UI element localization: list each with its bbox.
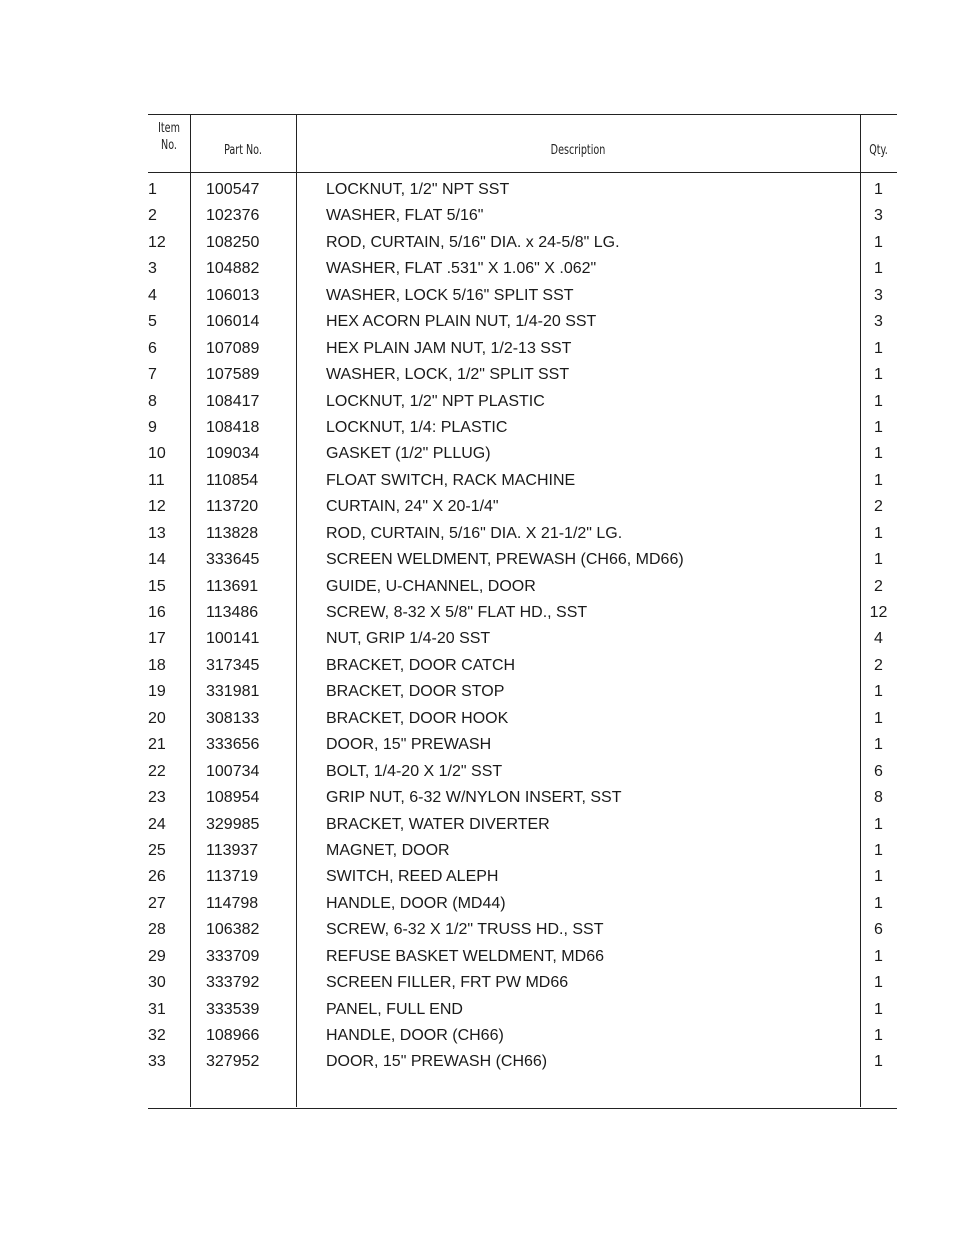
description: HEX PLAIN JAM NUT, 1/2-13 SST [326,339,572,357]
description: ROD, CURTAIN, 5/16" DIA. X 21-1/2" LG. [326,524,623,542]
quantity: 3 [874,313,883,331]
item-number: 19 [148,683,166,701]
description: MAGNET, DOOR [326,841,450,859]
item-number: 12 [148,233,166,251]
part-number: 333792 [206,974,260,992]
header-qty: Qty. [869,143,888,158]
quantity: 1 [874,1027,883,1044]
table-row [148,970,897,996]
part-number: 331981 [206,683,260,701]
item-number: 26 [148,868,166,886]
quantity: 3 [874,286,883,304]
quantity: 1 [874,868,883,886]
table-row [148,547,897,573]
table-row [148,785,897,811]
part-number: 317345 [206,656,260,674]
description: GRIP NUT, 6-32 W/NYLON INSERT, SST [326,789,622,807]
table-row [148,706,897,732]
table-row [148,441,897,467]
header-rule [148,172,897,173]
description: BRACKET, DOOR STOP [326,683,505,701]
quantity: 1 [874,947,883,965]
item-number: 6 [148,339,157,357]
part-number: 108966 [206,1027,260,1044]
quantity: 1 [874,815,883,833]
quantity: 1 [874,418,883,436]
parts-list-table [148,114,897,1109]
table-row [148,997,897,1023]
quantity: 1 [874,841,883,859]
part-number: 106382 [206,921,260,939]
quantity: 4 [874,630,883,648]
item-number: 24 [148,815,166,833]
table-row [148,600,897,626]
quantity: 6 [874,921,883,939]
table-row [148,917,897,943]
description: LOCKNUT, 1/4: PLASTIC [326,418,508,436]
part-number: 113720 [206,498,259,516]
description: NUT, GRIP 1/4-20 SST [326,630,491,648]
item-number: 15 [148,577,166,595]
item-number: 17 [148,630,166,648]
item-number: 12 [148,498,166,516]
quantity: 1 [874,551,883,569]
quantity: 1 [874,339,883,357]
quantity: 8 [874,789,883,807]
item-number: 33 [148,1053,166,1071]
part-number: 113937 [206,841,259,859]
table-row [148,732,897,758]
description: WASHER, LOCK 5/16" SPLIT SST [326,286,574,304]
quantity: 3 [874,207,883,225]
description: BOLT, 1/4-20 X 1/2" SST [326,762,503,780]
table-row [148,521,897,547]
quantity: 2 [874,577,883,595]
part-number: 110854 [206,471,259,489]
table-row [148,759,897,785]
description: SCREW, 6-32 X 1/2" TRUSS HD., SST [326,921,604,939]
table-row [148,309,897,335]
description: GASKET (1/2" PLLUG) [326,445,491,463]
header-description: Description [550,143,606,158]
table-body [148,177,897,1076]
description: BRACKET, DOOR CATCH [326,656,516,674]
item-number: 29 [148,947,166,965]
table-row [148,415,897,441]
table-row [148,494,897,520]
description: REFUSE BASKET WELDMENT, MD66 [326,947,604,965]
header-part-no: Part No. [224,143,262,158]
table-row [148,362,897,388]
part-number: 100547 [206,181,260,198]
part-number: 333656 [206,736,260,754]
table-row [148,256,897,282]
description: DOOR, 15" PREWASH (CH66) [326,1053,548,1071]
item-number: 21 [148,736,166,754]
part-number: 108418 [206,418,260,436]
quantity: 1 [874,181,883,198]
item-number: 11 [148,471,165,489]
part-number: 108417 [206,392,260,410]
part-number: 113828 [206,524,259,542]
description: GUIDE, U-CHANNEL, DOOR [326,577,536,595]
quantity: 1 [874,366,883,384]
table-row [148,177,897,203]
description: DOOR, 15" PREWASH [326,736,492,754]
item-number: 27 [148,894,166,912]
description: FLOAT SWITCH, RACK MACHINE [326,471,576,489]
table-row [148,1049,897,1075]
table-row [148,626,897,652]
item-number: 4 [148,286,157,304]
header-item-line2: No. [161,137,177,153]
item-number: 16 [148,604,166,621]
part-number: 102376 [206,207,260,225]
description: SWITCH, REED ALEPH [326,868,499,886]
item-number: 3 [148,260,157,278]
table-row [148,679,897,705]
quantity: 1 [874,974,883,992]
quantity: 1 [874,736,883,754]
description: HEX ACORN PLAIN NUT, 1/4-20 SST [326,313,597,331]
item-number: 8 [148,392,157,410]
quantity: 2 [874,656,883,674]
description: HANDLE, DOOR (CH66) [326,1027,504,1044]
item-number: 1 [148,181,157,198]
header-item-line1: Item [158,120,180,136]
item-number: 7 [148,366,157,384]
part-number: 333709 [206,947,260,965]
description: CURTAIN, 24" X 20-1/4" [326,498,499,516]
item-number: 28 [148,921,166,939]
header-item-no [152,114,186,172]
table-row [148,864,897,890]
description: SCREW, 8-32 X 5/8" FLAT HD., SST [326,604,588,621]
table-bottom-rule [148,1108,897,1109]
quantity: 12 [869,604,888,621]
table-row [148,812,897,838]
part-number: 114798 [206,894,259,912]
item-number: 30 [148,974,166,992]
item-number: 9 [148,418,157,436]
part-number: 333539 [206,1000,260,1018]
table-row [148,230,897,256]
description: PANEL, FULL END [326,1000,463,1018]
part-number: 104882 [206,260,260,278]
description: WASHER, LOCK, 1/2" SPLIT SST [326,366,570,384]
item-number: 2 [148,207,157,225]
quantity: 1 [874,471,883,489]
quantity: 1 [874,524,883,542]
table-row [148,468,897,494]
part-number: 100141 [206,630,260,648]
item-number: 31 [148,1000,166,1018]
quantity: 1 [874,683,883,701]
item-number: 22 [148,762,166,780]
part-number: 107589 [206,366,260,384]
part-number: 108250 [206,233,260,251]
table-row [148,389,897,415]
quantity: 1 [874,233,883,251]
part-number: 107089 [206,339,260,357]
quantity: 1 [874,894,883,912]
quantity: 1 [874,1000,883,1018]
part-number: 329985 [206,815,260,833]
part-number: 106013 [206,286,260,304]
description: HANDLE, DOOR (MD44) [326,894,506,912]
item-number: 13 [148,524,166,542]
quantity: 1 [874,445,883,463]
quantity: 2 [874,498,883,516]
quantity: 1 [874,392,883,410]
part-number: 113691 [206,577,259,595]
quantity: 1 [874,709,883,727]
table-row [148,944,897,970]
table-row [148,653,897,679]
description: BRACKET, DOOR HOOK [326,709,509,727]
quantity: 6 [874,762,883,780]
description: ROD, CURTAIN, 5/16" DIA. x 24-5/8" LG. [326,233,620,251]
table-row [148,891,897,917]
part-number: 108954 [206,789,260,807]
part-number: 308133 [206,709,260,727]
part-number: 109034 [206,445,260,463]
table-row [148,574,897,600]
part-number: 113486 [206,604,259,621]
part-number: 106014 [206,313,260,331]
part-number: 333645 [206,551,260,569]
table-row [148,336,897,362]
item-number: 14 [148,551,166,569]
item-number: 10 [148,445,166,463]
item-number: 18 [148,656,166,674]
part-number: 327952 [206,1053,260,1071]
table-row [148,838,897,864]
description: LOCKNUT, 1/2" NPT PLASTIC [326,392,545,410]
description: LOCKNUT, 1/2" NPT SST [326,181,510,198]
description: BRACKET, WATER DIVERTER [326,815,550,833]
part-number: 100734 [206,762,260,780]
item-number: 23 [148,789,166,807]
item-number: 32 [148,1027,166,1044]
description: SCREEN WELDMENT, PREWASH (CH66, MD66) [326,551,684,569]
item-number: 20 [148,709,166,727]
description: SCREEN FILLER, FRT PW MD66 [326,974,569,992]
quantity: 1 [874,1053,883,1071]
table-row [148,1023,897,1049]
description: WASHER, FLAT .531" X 1.06" X .062" [326,260,597,278]
quantity: 1 [874,260,883,278]
item-number: 25 [148,841,166,859]
item-number: 5 [148,313,157,331]
table-row [148,283,897,309]
description: WASHER, FLAT 5/16" [326,207,484,225]
part-number: 113719 [206,868,259,886]
table-row [148,203,897,229]
